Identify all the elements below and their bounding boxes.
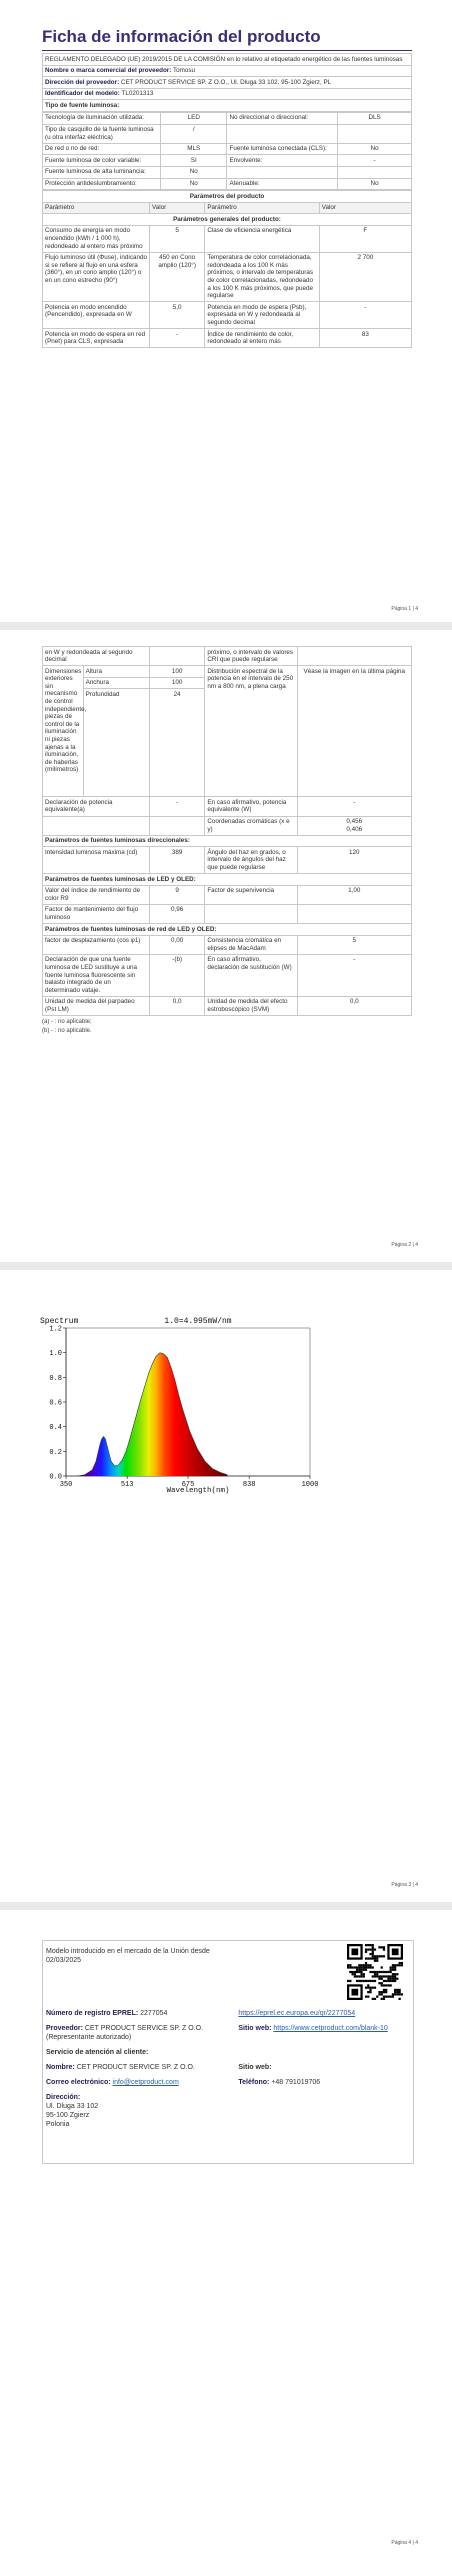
- col-param-2: Parámetro: [205, 202, 319, 214]
- source-type-row: [43, 124, 412, 143]
- power-on-label: Potencia en modo encendido (Pencendido), expresada en W: [43, 302, 150, 329]
- col-param-1: Parámetro: [43, 202, 150, 214]
- y-tick-label: 0.0: [49, 1473, 62, 1482]
- page-number-4: Página 4 | 4: [391, 2540, 418, 2546]
- replace-value: -(b): [149, 954, 204, 996]
- type-param-value-2: No: [338, 178, 412, 190]
- cct-label: Temperatura de color correlacionada, redondeada a los 100 K más próximos, o intervalo de temperaturas de color correlacionadas, redondeado a los 100 K más próximos, que puede regularse: [205, 252, 319, 302]
- empty-cell: [149, 647, 204, 666]
- page-4: [0, 1910, 452, 2560]
- equiv-label: Declaración de potencia equivalente(a): [43, 797, 150, 816]
- svm-value: 0,0: [297, 996, 411, 1015]
- spectrum-label: Spectrum: [40, 1317, 79, 1326]
- page-title: Ficha de información del producto: [42, 26, 412, 51]
- web-link[interactable]: https://www.cetproduct.com/blank-10: [273, 2025, 388, 2032]
- cct-value: 2 700: [319, 252, 411, 302]
- y-tick-label: 0.2: [49, 1448, 62, 1457]
- provider-label: Proveedor:: [46, 2025, 83, 2032]
- empty-cell: [43, 1982, 235, 2006]
- page-2: [0, 630, 452, 1262]
- web-label: Sitio web:: [238, 2025, 272, 2032]
- type-param-value: LED: [161, 112, 227, 124]
- page-number-2: Página 2 | 4: [391, 1242, 418, 1248]
- type-param-value: Sí: [161, 155, 227, 167]
- email-row: [43, 2075, 235, 2090]
- beam-label: Ángulo del haz en grados, o intervalo de ángulos del haz que puede regularse: [205, 847, 297, 874]
- address-label: Dirección:: [46, 2094, 81, 2101]
- replace-label: Declaración de que una fuente luminosa de LED sustituye a una fuente luminosa fluorescente sin balasto integrado de un determinado vataje.: [43, 954, 150, 996]
- power-on-value: 5,0: [150, 302, 205, 329]
- r9-label: Valor del índice de rendimiento de color R9: [43, 885, 150, 904]
- service-name-row: [43, 2060, 235, 2075]
- y-tick-label: 0.4: [49, 1424, 62, 1433]
- footnote-b: (b) - : no aplicable.: [42, 1028, 92, 1035]
- x-tick-label: 675: [181, 1481, 195, 1489]
- equiv-w-value: -: [297, 797, 411, 816]
- y-tick-label: 0.6: [49, 1399, 62, 1408]
- page-separator: [0, 622, 452, 630]
- model-id-row: [43, 88, 412, 100]
- type-param-label: Fuente luminosa de alta luminancia:: [43, 166, 161, 178]
- type-param-label: Tecnología de iluminación utilizada:: [43, 112, 161, 124]
- x-tick-label: 350: [59, 1481, 73, 1489]
- equiv-value: -: [149, 797, 204, 816]
- class-label: Clase de eficiencia energética: [205, 225, 319, 252]
- type-param-label-2: No direccional o direccional:: [227, 112, 338, 124]
- directional-heading: Parámetros de fuentes luminosas direccionales:: [43, 835, 412, 847]
- spectrum-svg: [38, 1316, 320, 1494]
- spectrum-chart: [38, 1316, 320, 1494]
- x-tick-label: 513: [120, 1481, 134, 1489]
- empty-cell: [205, 904, 297, 923]
- type-param-label: Protección antideslumbramiento:: [43, 178, 161, 190]
- svm-label: Unidad de medida del efecto estroboscópico (SVM): [205, 996, 297, 1015]
- source-type-table: [42, 112, 412, 190]
- type-param-label: Tipo de casquillo de la fuente luminosa (u otra interfaz eléctrica): [43, 124, 161, 143]
- type-param-label: Fuente luminosa de color variable:: [43, 155, 161, 167]
- footnote-a: (a) - : no aplicable;: [42, 1019, 92, 1026]
- dim-height-value: 100: [149, 666, 204, 678]
- registration-info: [42, 1940, 414, 2164]
- y-tick-label: 0.8: [49, 1374, 62, 1383]
- supplier-name-label: Nombre o marca comercial del proveedor:: [45, 67, 172, 75]
- source-type-row: [43, 166, 412, 178]
- email-label: Correo electrónico:: [46, 2079, 111, 2086]
- macadam-value: 5: [297, 935, 411, 954]
- eprel-number: 2277054: [140, 2010, 168, 2017]
- empty-cell: [297, 904, 411, 923]
- service-name: CET PRODUCT SERVICE SP. Z O.O.: [76, 2064, 195, 2071]
- phone-label: Teléfono:: [238, 2079, 270, 2086]
- equiv-w-label: En caso afirmativo, potencia equivalente (W): [205, 797, 297, 816]
- spd-label: Distribución espectral de la potencia en el intervalo de 250 nm a 800 nm, a plena carga: [205, 666, 297, 797]
- energy-label: Consumo de energía en modo encendido (kWh / 1 000 h), redondeado al entero más próximo: [43, 225, 150, 252]
- maintenance-label: Factor de mantenimiento del flujo luminoso: [43, 904, 150, 923]
- y-tick-label: 1.2: [49, 1325, 62, 1334]
- dimensions-label: Dimensiones exteriores sin mecanismo de control independiente, piezas de control de la iluminación ni piezas ajenas a la iluminación, de haberlas (milímetros): [43, 666, 84, 797]
- y-tick-label: 1.0: [49, 1350, 62, 1359]
- supplier-name: Tomosu: [172, 67, 196, 75]
- led-oled-heading: Parámetros de fuentes luminosas de LED y OLED:: [43, 874, 412, 886]
- cosphi-label: factor de desplazamiento (cos φ1): [43, 935, 150, 954]
- intensity-value: 389: [149, 847, 204, 874]
- page-separator: [0, 1902, 452, 1910]
- dim-depth-label: Profundidad: [83, 689, 149, 797]
- supplier-address: CET PRODUCT SERVICE SP. Z O.O., Ul. Dluga 33 102, 95-100 Zgierz, PL: [120, 78, 332, 86]
- source-type-row: [43, 143, 412, 155]
- provider-row: [43, 2021, 235, 2045]
- empty-cell: [297, 647, 411, 666]
- mains-led-heading: Parámetros de fuentes luminosas de red de LED y OLED:: [43, 924, 412, 936]
- address-line-1: Ul. Dluga 33 102: [46, 2103, 99, 2110]
- model-id: TL0201313: [121, 90, 154, 98]
- page-number-3: Página 3 | 4: [391, 1882, 418, 1888]
- provider-web-cell: [235, 2021, 413, 2045]
- product-sheet-page-2: [42, 646, 412, 1034]
- beam-value: 120: [297, 847, 411, 874]
- email-link[interactable]: info@cetproduct.com: [112, 2079, 179, 2086]
- replace-w-value: -: [297, 954, 411, 996]
- eprel-link[interactable]: https://eprel.ec.europa.eu/qr/2277054: [238, 2010, 356, 2017]
- pst-label: Unidad de medida del parpadeo (Pst LM): [43, 996, 150, 1015]
- model-date: Modelo introducido en el mercado de la Unión desde 02/03/2025: [46, 1948, 210, 1964]
- type-param-value: /: [161, 124, 227, 143]
- type-param-value: No: [161, 166, 227, 178]
- supplier-address-label: Dirección del proveedor:: [45, 78, 120, 86]
- phone-row: [235, 2075, 413, 2090]
- type-param-value: MLS: [161, 143, 227, 155]
- type-param-value: No: [161, 178, 227, 190]
- address-line-2: 95-100 Zgierz: [46, 2112, 90, 2119]
- r9-value: 9: [149, 885, 204, 904]
- survival-value: 1,00: [297, 885, 411, 904]
- registration-table: [43, 1941, 413, 2132]
- type-param-label-2: Atenuable:: [227, 178, 338, 190]
- cosphi-value: 0,00: [149, 935, 204, 954]
- spectrum-scale: 1.0=4.995mW/nm: [164, 1317, 232, 1326]
- network-standby-label: Potencia en modo de espera en red (Pnet) para CLS, expresada: [43, 329, 150, 348]
- standby-label: Potencia en modo de espera (Psb), expresada en W y redondeada al segundo decimal: [205, 302, 319, 329]
- page-1: [0, 0, 452, 622]
- dim-depth-value: 24: [149, 689, 204, 797]
- type-param-label-2: [227, 124, 338, 143]
- dim-height-label: Altura: [83, 666, 149, 678]
- supplier-address-row: [43, 77, 412, 89]
- spectrum-area: [77, 1353, 227, 1476]
- pst-value: 0,0: [149, 996, 204, 1015]
- cri-label: Índice de rendimiento de color, redondeado al entero más: [205, 329, 319, 348]
- type-param-value-2: -: [338, 155, 412, 167]
- name-label: Nombre:: [46, 2064, 75, 2071]
- page-separator: [0, 1262, 452, 1270]
- type-param-label-2: Fuente luminosa conectada (CLS):: [227, 143, 338, 155]
- x-tick-label: 1000: [301, 1481, 319, 1489]
- col-value-2: Valor: [319, 202, 411, 214]
- type-param-value-2: [338, 124, 412, 143]
- service-heading: Servicio de atención al cliente:: [46, 2049, 149, 2056]
- eprel-label: Número de registro EPREL:: [46, 2010, 139, 2017]
- type-param-value-2: [338, 166, 412, 178]
- source-type-row: [43, 112, 412, 124]
- dim-width-value: 100: [149, 677, 204, 689]
- type-param-value-2: DLS: [338, 112, 412, 124]
- regulation-text: REGLAMENTO DELEGADO (UE) 2019/2015 DE LA COMISIÓN en lo relativo al etiquetado energético de las fuentes luminosas: [43, 54, 412, 66]
- source-type-row: [43, 155, 412, 167]
- network-standby-value: -: [150, 329, 205, 348]
- chromaticity-value: 0,456 0,406: [297, 816, 411, 835]
- survival-label: Factor de supervivencia: [205, 885, 297, 904]
- dim-width-label: Anchura: [83, 677, 149, 689]
- address-block: [43, 2090, 235, 2132]
- maintenance-value: 0,96: [149, 904, 204, 923]
- params-continued-table: [42, 646, 412, 1016]
- eprel-row: [43, 2006, 235, 2021]
- type-param-label-2: [227, 166, 338, 178]
- network-standby-continued: en W y redondeada al segundo decimal: [43, 647, 150, 666]
- empty-cell: [235, 2090, 413, 2132]
- web2-label: Sitio web:: [238, 2064, 272, 2071]
- class-value: F: [319, 225, 411, 252]
- source-type-heading: Tipo de fuente luminosa:: [43, 100, 412, 112]
- energy-value: 5: [150, 225, 205, 252]
- type-param-label: De red o no de red:: [43, 143, 161, 155]
- flux-label: Flujo luminoso útil (Φuse), indicando si se refiere al flujo en una esfera (360°), en un cono amplio (120°) o en un cono estrecho (90°): [43, 252, 150, 302]
- general-params-table: [42, 190, 412, 348]
- cri-value: 83: [319, 329, 411, 348]
- macadam-label: Consistencia cromática en elipses de MacAdam: [205, 935, 297, 954]
- type-param-value-2: No: [338, 143, 412, 155]
- qr-code-icon[interactable]: [347, 1944, 403, 2000]
- model-id-label: Identificador del modelo:: [45, 90, 120, 98]
- x-tick-label: 838: [242, 1481, 256, 1489]
- qr-cell: [235, 1941, 413, 2006]
- eprel-link-cell: [235, 2006, 413, 2021]
- provider-name: CET PRODUCT SERVICE SP. Z O.O. (Representante autorizado): [46, 2025, 204, 2041]
- cri-continued: próximo, o intervalo de valores CRI que puede regularse: [205, 647, 297, 666]
- replace-w-label: En caso afirmativo, declaración de sustitución (W): [205, 954, 297, 996]
- intensity-label: Intensidad luminosa máxima (cd): [43, 847, 150, 874]
- flux-value: 450 en Cono amplio (120°): [150, 252, 205, 302]
- empty-cell: [149, 816, 204, 835]
- empty-cell: [43, 816, 150, 835]
- page-number-1: Página 1 | 4: [391, 606, 418, 612]
- type-param-label-2: Envolvente:: [227, 155, 338, 167]
- col-value-1: Valor: [150, 202, 205, 214]
- source-type-row: [43, 178, 412, 190]
- address-line-3: Polonia: [46, 2121, 70, 2128]
- phone-number: +48 791019706: [271, 2079, 321, 2086]
- spectrum-x-axis-label: Wavelength(nm): [166, 1487, 230, 1494]
- product-sheet-page-1: [42, 26, 412, 348]
- standby-value: -: [319, 302, 411, 329]
- page-3: [0, 1270, 452, 1902]
- spd-value: Véase la imagen en la última página: [297, 666, 411, 797]
- supplier-table: [42, 53, 412, 112]
- supplier-name-row: [43, 65, 412, 77]
- chromaticity-label: Coordenadas cromáticas (x e y): [205, 816, 297, 835]
- product-params-heading: Parámetros del producto: [43, 191, 412, 203]
- general-params-heading: Parámetros generales del producto:: [43, 214, 412, 226]
